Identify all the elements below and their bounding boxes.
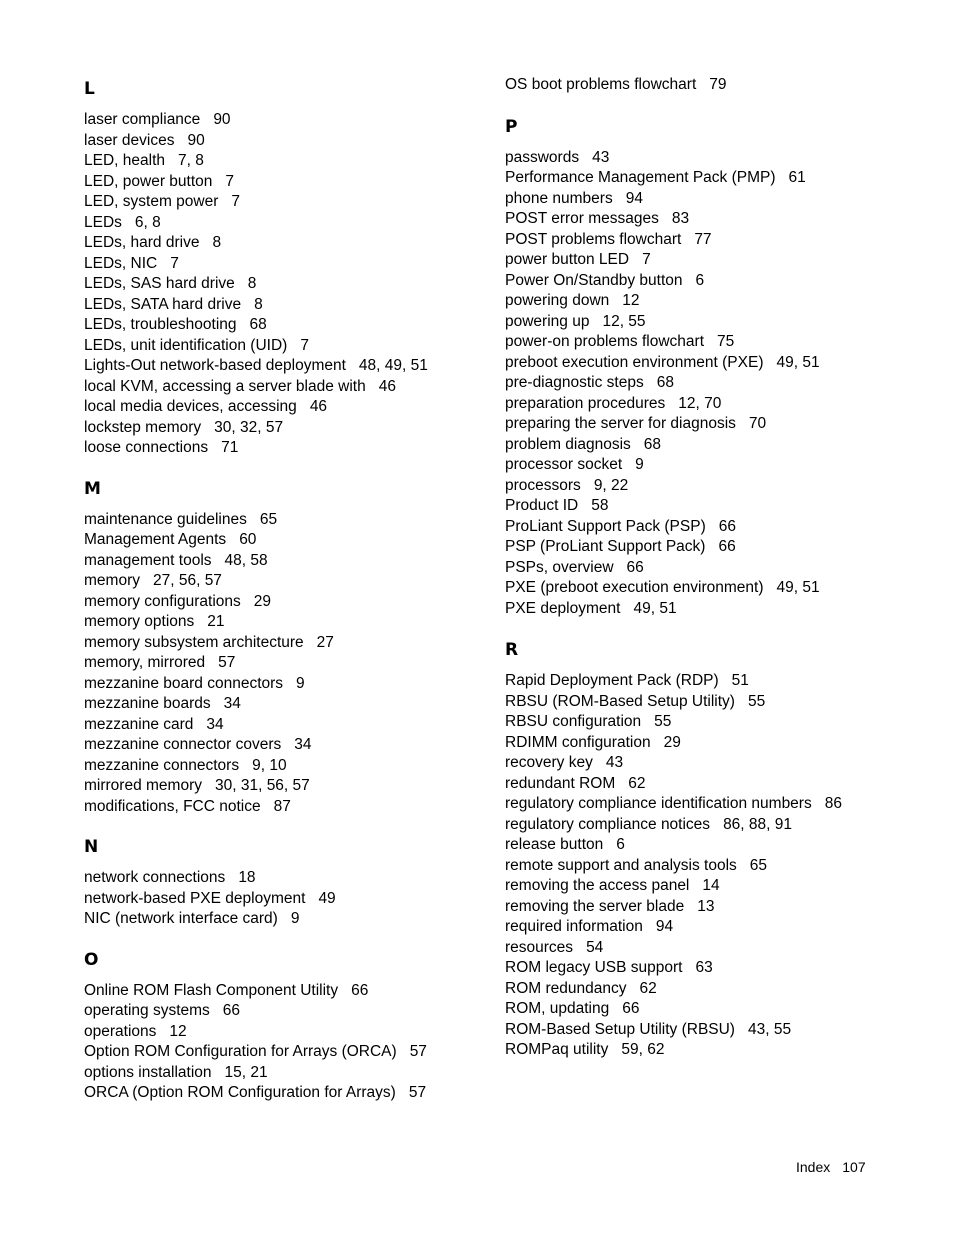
index-term: preboot execution environment (PXE) [505, 353, 764, 371]
index-entry [84, 233, 504, 254]
index-page-link[interactable]: 7, 8 [178, 152, 204, 169]
index-term: management tools [84, 551, 212, 569]
index-page-link[interactable]: 46 [378, 377, 396, 395]
index-term: phone numbers [505, 189, 613, 207]
section-letter-heading: M [84, 478, 101, 499]
index-term: ORCA (Option ROM Configuration for Arrays) [84, 1084, 396, 1101]
index-term: RBSU configuration [505, 713, 642, 730]
index-term: LEDs, hard drive [84, 234, 200, 251]
index-term: maintenance guidelines [84, 510, 247, 528]
index-term: modifications, FCC notice [84, 797, 261, 815]
index-page-link[interactable]: 87 [273, 797, 291, 815]
index-term: POST problems flowchart [505, 230, 682, 248]
index-page-link[interactable]: 65 [259, 510, 278, 528]
index-entry [505, 517, 925, 538]
index-page-link[interactable]: 55 [747, 692, 766, 710]
index-entry [505, 856, 925, 877]
index-term: loose connections [84, 439, 209, 456]
index-entry [84, 356, 504, 377]
index-page-link[interactable]: 18 [238, 869, 256, 886]
index-page-link[interactable]: 66 [626, 558, 644, 576]
index-entry [505, 692, 925, 713]
index-term: LEDs, SAS hard drive [84, 275, 235, 292]
index-page-link[interactable]: 66 [718, 538, 736, 555]
index-page-link[interactable]: 58 [591, 497, 609, 514]
index-page-link[interactable]: 83 [671, 210, 690, 227]
index-page-link[interactable]: 62 [639, 979, 657, 997]
index-entry [505, 558, 925, 579]
index-term: Rapid Deployment Pack (RDP) [505, 672, 719, 689]
index-term: recovery key [505, 754, 593, 771]
index-section [505, 75, 925, 96]
index-page-link[interactable]: 51 [731, 672, 749, 689]
index-page-link[interactable]: 7 [170, 254, 179, 272]
section-letter-heading: P [505, 116, 518, 137]
index-entry [505, 189, 925, 210]
index-page-link[interactable]: 9, 10 [252, 756, 287, 774]
index-term: power button LED [505, 251, 630, 268]
index-entry [505, 958, 925, 979]
index-page-link[interactable]: 6, 8 [134, 213, 161, 231]
index-entry [505, 578, 925, 599]
index-entry [84, 377, 504, 398]
index-entry [84, 213, 504, 234]
index-term: LED, power button [84, 172, 213, 190]
index-term: passwords [505, 148, 580, 166]
index-term: memory subsystem architecture [84, 633, 304, 651]
index-page-link[interactable]: 9 [296, 674, 305, 692]
index-term: mezzanine board connectors [84, 674, 284, 692]
index-entry [505, 394, 925, 415]
index-term: memory configurations [84, 592, 241, 610]
index-entry [84, 336, 504, 357]
index-term: local media devices, accessing [84, 398, 297, 415]
index-entry [84, 131, 504, 152]
section-letter-heading: N [84, 837, 99, 857]
index-entry [505, 168, 925, 189]
index-term: ROM, updating [505, 1000, 610, 1017]
index-entry [505, 938, 925, 959]
section-letter-heading: O [84, 949, 99, 970]
index-term: options installation [84, 1063, 212, 1081]
index-term: required information [505, 918, 643, 935]
index-entry [505, 815, 925, 836]
index-page-link[interactable]: 63 [695, 959, 713, 976]
index-term: remote support and analysis tools [505, 856, 737, 874]
index-page-link[interactable]: 13 [697, 897, 715, 915]
index-entry [505, 712, 925, 733]
index-section [84, 79, 504, 459]
index-term: Performance Management Pack (PMP) [505, 169, 776, 186]
index-entry [84, 510, 504, 531]
index-entry [505, 876, 925, 897]
index-term: LEDs, troubleshooting [84, 316, 237, 333]
index-entry [505, 209, 925, 230]
index-entry [505, 455, 925, 476]
index-page-link[interactable]: 54 [586, 938, 604, 956]
index-page-link[interactable]: 49 [318, 889, 336, 907]
index-entry [505, 332, 925, 353]
index-term: problem diagnosis [505, 435, 631, 453]
index-page-link[interactable]: 66 [622, 1000, 640, 1017]
index-entry [505, 999, 925, 1020]
footer-page-number: 107 [842, 1159, 866, 1175]
index-page-link[interactable]: 7 [642, 251, 651, 268]
index-page-link[interactable]: 94 [655, 918, 674, 935]
index-entry [84, 735, 504, 756]
index-page-link[interactable]: 62 [628, 774, 646, 792]
index-entry [84, 172, 504, 193]
index-page-link[interactable]: 77 [694, 230, 712, 248]
index-term: mirrored memory [84, 777, 202, 794]
index-page-link[interactable]: 90 [213, 111, 231, 128]
index-term: release button [505, 836, 604, 853]
index-page-link[interactable]: 49, 51 [776, 353, 820, 371]
index-page-link[interactable]: 86, 88, 91 [723, 815, 793, 833]
index-term: LEDs, NIC [84, 254, 158, 272]
index-column-right [505, 75, 925, 1061]
index-term: network connections [84, 869, 226, 886]
index-entry [84, 868, 504, 889]
index-page-link[interactable]: 66 [222, 1002, 241, 1019]
index-page-link[interactable]: 8 [212, 234, 222, 251]
index-page-link[interactable]: 29 [253, 592, 272, 610]
index-page-link[interactable]: 27, 56, 57 [152, 572, 222, 589]
index-page-link[interactable]: 9, 22 [593, 476, 629, 494]
index-entry [505, 271, 925, 292]
footer-label: Index [796, 1159, 831, 1175]
index-page-link[interactable]: 27 [316, 633, 334, 651]
page-footer [796, 1158, 866, 1176]
index-entry [84, 1022, 504, 1043]
index-page-link[interactable]: 7 [225, 172, 235, 190]
index-term: Management Agents [84, 531, 227, 548]
index-entry [505, 312, 925, 333]
index-term: RDIMM configuration [505, 733, 651, 751]
index-term: PXE (preboot execution environment) [505, 579, 764, 596]
index-section [84, 837, 504, 930]
index-term: OS boot problems flowchart [505, 76, 697, 93]
index-section [84, 479, 504, 818]
index-page-link[interactable]: 60 [239, 531, 257, 548]
index-page-link[interactable]: 6 [695, 271, 705, 289]
index-term: Power On/Standby button [505, 271, 683, 289]
index-term: mezzanine card [84, 715, 194, 733]
index-page-link[interactable]: 43 [592, 148, 610, 166]
index-term: regulatory compliance identification numbers [505, 795, 812, 812]
index-page-link[interactable]: 59, 62 [621, 1041, 665, 1058]
index-term: regulatory compliance notices [505, 815, 711, 833]
index-term: Option ROM Configuration for Arrays (ORCA) [84, 1043, 397, 1060]
index-page-link[interactable]: 8 [247, 275, 257, 292]
index-term: laser devices [84, 131, 175, 149]
index-entry [505, 435, 925, 456]
index-page-link[interactable]: 34 [294, 736, 312, 753]
index-entry [84, 592, 504, 613]
index-page-link[interactable]: 94 [625, 189, 643, 207]
index-term: ROM legacy USB support [505, 959, 683, 976]
index-column-left [84, 79, 504, 1104]
index-entry [505, 774, 925, 795]
index-page-link[interactable]: 12 [169, 1022, 187, 1040]
index-term: operating systems [84, 1002, 210, 1019]
index-term: powering up [505, 312, 590, 330]
index-term: PXE deployment [505, 599, 621, 617]
index-page-link[interactable]: 30, 31, 56, 57 [214, 777, 310, 794]
index-entry [84, 981, 504, 1002]
index-page-link[interactable]: 29 [663, 733, 681, 751]
index-entry [84, 571, 504, 592]
index-page-link[interactable]: 15, 21 [224, 1063, 268, 1081]
index-term: NIC (network interface card) [84, 910, 278, 927]
index-section [84, 950, 504, 1104]
index-entry [505, 753, 925, 774]
index-term: pre-diagnostic steps [505, 374, 644, 391]
index-entry [84, 776, 504, 797]
index-entry [505, 537, 925, 558]
index-term: memory, mirrored [84, 654, 206, 671]
index-entry [84, 295, 504, 316]
index-entry [84, 397, 504, 418]
index-term: network-based PXE deployment [84, 889, 306, 907]
index-term: preparation procedures [505, 394, 666, 412]
section-letter-heading: L [84, 79, 95, 99]
index-entry [84, 756, 504, 777]
index-term: mezzanine connector covers [84, 736, 282, 753]
index-entry [505, 599, 925, 620]
index-page-link[interactable]: 48, 58 [224, 551, 268, 569]
index-entry [84, 1063, 504, 1084]
index-term: laser compliance [84, 111, 201, 128]
index-page-link[interactable]: 79 [709, 76, 727, 93]
index-page-link[interactable]: 7 [300, 336, 309, 354]
index-page-link[interactable]: 34 [206, 715, 224, 733]
index-term: operations [84, 1022, 157, 1040]
index-page-link[interactable]: 68 [656, 374, 674, 391]
index-entry [84, 1083, 504, 1104]
index-entry [84, 1001, 504, 1022]
index-entry [84, 633, 504, 654]
index-page-link[interactable]: 49, 51 [776, 579, 820, 596]
index-page-link[interactable]: 55 [654, 713, 672, 730]
index-term: LEDs, SATA hard drive [84, 295, 242, 313]
index-entry [505, 291, 925, 312]
index-page-link[interactable]: 65 [749, 856, 768, 874]
index-entry [84, 715, 504, 736]
index-term: POST error messages [505, 210, 659, 227]
index-page-link[interactable]: 49, 51 [633, 599, 677, 617]
index-entry [84, 110, 504, 131]
index-term: Product ID [505, 497, 579, 514]
index-entry [505, 414, 925, 435]
index-entry [505, 1040, 925, 1061]
section-letter-heading: R [505, 640, 519, 660]
index-term: LEDs [84, 213, 122, 231]
index-entry [505, 897, 925, 918]
index-page-link[interactable]: 9 [635, 456, 644, 473]
index-section [505, 117, 925, 620]
index-term: Online ROM Flash Component Utility [84, 981, 339, 999]
index-entry [84, 653, 504, 674]
index-page-link[interactable]: 43, 55 [747, 1020, 792, 1038]
index-term: PSPs, overview [505, 558, 614, 576]
index-entry [84, 530, 504, 551]
index-page-link[interactable]: 12, 55 [602, 312, 646, 330]
index-entry [84, 674, 504, 695]
index-page-link[interactable]: 66 [718, 517, 736, 535]
index-entry [84, 254, 504, 275]
index-page-link[interactable]: 21 [207, 613, 225, 630]
index-entry [84, 315, 504, 336]
index-term: ProLiant Support Pack (PSP) [505, 517, 706, 535]
index-page-link[interactable]: 14 [702, 877, 720, 894]
index-entry [505, 250, 925, 271]
index-page-link[interactable]: 12 [622, 292, 640, 309]
index-term: PSP (ProLiant Support Pack) [505, 538, 706, 555]
index-entry [505, 671, 925, 692]
index-entry [505, 476, 925, 497]
index-page-link[interactable]: 8 [254, 295, 263, 313]
index-entry [84, 418, 504, 439]
index-page-link[interactable]: 6 [616, 836, 625, 853]
index-entry [505, 353, 925, 374]
index-entry [84, 438, 504, 459]
index-page-link[interactable]: 71 [221, 439, 239, 456]
index-entry [84, 192, 504, 213]
index-term: powering down [505, 292, 610, 309]
index-term: RBSU (ROM-Based Setup Utility) [505, 692, 735, 710]
index-entry [84, 151, 504, 172]
index-page-link[interactable]: 12, 70 [678, 394, 722, 412]
index-entry [505, 979, 925, 1000]
index-page-link[interactable]: 48, 49, 51 [358, 357, 428, 374]
index-entry [505, 917, 925, 938]
index-term: LEDs, unit identification (UID) [84, 336, 288, 354]
index-section [505, 640, 925, 1061]
index-entry [84, 274, 504, 295]
index-page-link[interactable]: 34 [223, 695, 241, 712]
index-term: ROMPaq utility [505, 1041, 609, 1058]
index-entry [84, 612, 504, 633]
index-term: local KVM, accessing a server blade with [84, 377, 366, 395]
index-page-link[interactable]: 75 [717, 333, 735, 350]
index-page-link[interactable]: 7 [231, 193, 241, 210]
index-entry [505, 835, 925, 856]
index-page-link[interactable]: 66 [351, 981, 369, 999]
index-page-link[interactable]: 30, 32, 57 [214, 418, 284, 436]
index-page-link[interactable]: 68 [249, 316, 267, 333]
index-term: removing the server blade [505, 897, 685, 915]
index-term: ROM-Based Setup Utility (RBSU) [505, 1020, 735, 1038]
index-term: ROM redundancy [505, 979, 627, 997]
index-page-link[interactable]: 86 [824, 795, 842, 812]
index-term: LED, health [84, 152, 165, 169]
index-page-link[interactable]: 70 [748, 415, 767, 432]
index-entry [505, 496, 925, 517]
index-page-link[interactable]: 57 [409, 1043, 427, 1060]
index-page-link[interactable]: 61 [788, 169, 806, 186]
index-term: memory options [84, 613, 195, 630]
index-page-link[interactable]: 43 [605, 754, 624, 771]
index-entry [505, 75, 925, 96]
index-page-link[interactable]: 57 [218, 654, 236, 671]
index-entry [505, 1020, 925, 1041]
index-entry [505, 230, 925, 251]
index-entry [505, 373, 925, 394]
index-term: Lights-Out network-based deployment [84, 357, 346, 374]
index-entry [505, 148, 925, 169]
index-entry [84, 1042, 504, 1063]
index-entry [505, 733, 925, 754]
index-term: processors [505, 476, 581, 494]
index-page-link[interactable]: 68 [643, 435, 662, 453]
index-term: processor socket [505, 456, 623, 473]
index-page-link[interactable]: 9 [290, 910, 300, 927]
index-entry [84, 889, 504, 910]
index-term: removing the access panel [505, 877, 690, 894]
index-page-link[interactable]: 57 [408, 1084, 427, 1101]
index-entry [84, 694, 504, 715]
index-term: mezzanine boards [84, 695, 211, 712]
index-term: power-on problems flowchart [505, 333, 705, 350]
index-entry [505, 794, 925, 815]
index-term: resources [505, 938, 574, 956]
index-entry [84, 797, 504, 818]
index-term: lockstep memory [84, 418, 202, 436]
index-entry [84, 909, 504, 930]
index-term: mezzanine connectors [84, 756, 240, 774]
index-term: preparing the server for diagnosis [505, 415, 736, 432]
index-term: redundant ROM [505, 774, 616, 792]
index-term: LED, system power [84, 193, 219, 210]
index-page-link[interactable]: 46 [309, 398, 328, 415]
index-term: memory [84, 572, 140, 589]
index-page-link[interactable]: 90 [187, 131, 205, 149]
index-entry [84, 551, 504, 572]
